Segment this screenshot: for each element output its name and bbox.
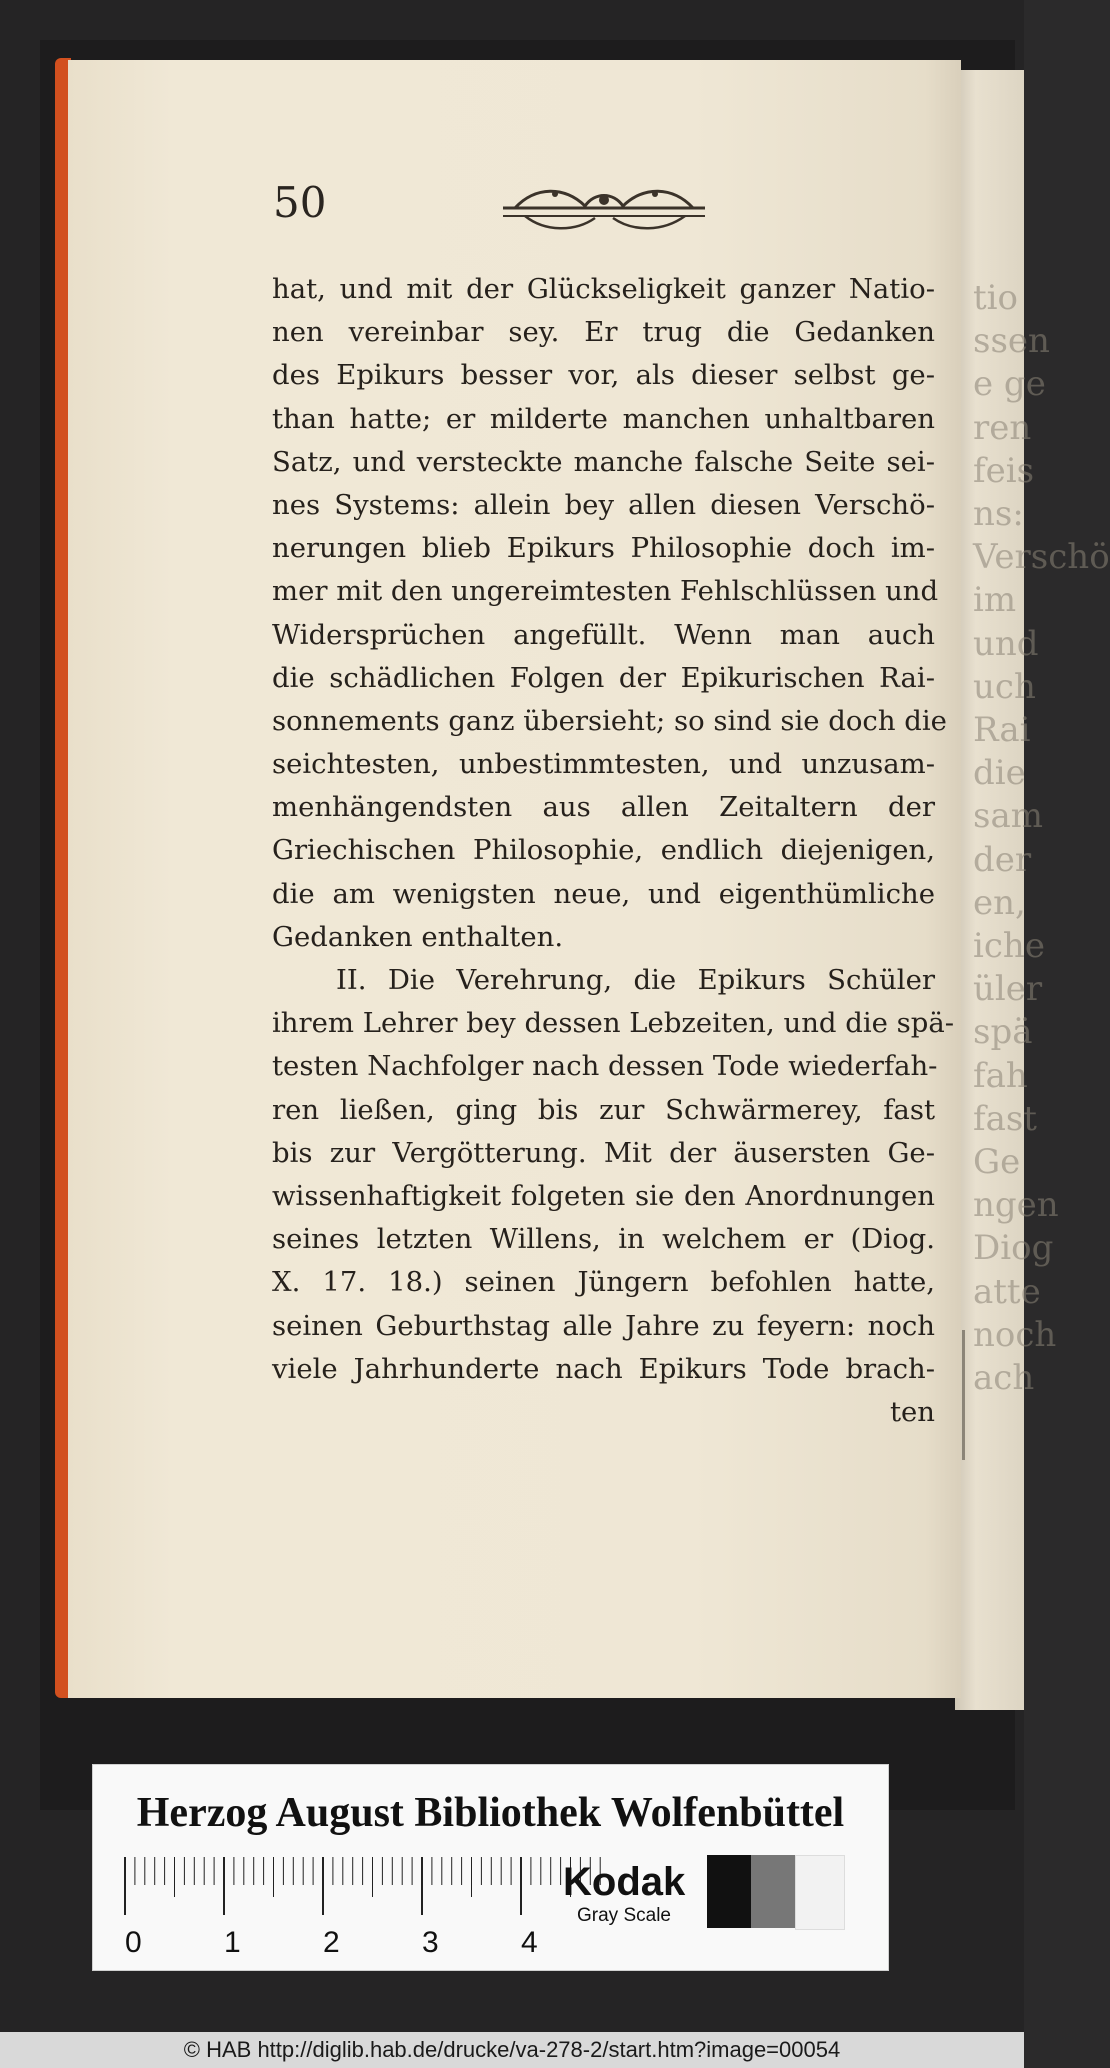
facing-page-fragment: uch [973, 666, 1036, 707]
text-line: nes Systems: allein bey allen diesen Verschö- [272, 488, 935, 521]
ruler [123, 1857, 619, 1957]
gray-scale-label: Gray Scale [577, 1905, 671, 1926]
book-page [68, 60, 961, 1698]
swatch-black [707, 1855, 751, 1928]
color-reference-card [92, 1764, 889, 1971]
text-line: ihrem Lehrer bey dessen Lebzeiten, und die spä- [272, 1007, 955, 1040]
text-line: Satz, und versteckte manche falsche Seite sei- [272, 445, 935, 478]
page-number: 50 [273, 178, 327, 227]
facing-page-fragment: Diog [973, 1228, 1054, 1269]
text-line: seines letzten Willens, in welchem er (Diog. [272, 1223, 935, 1256]
facing-page-fragment: atte [973, 1271, 1041, 1312]
facing-page-fragment: üler [973, 969, 1043, 1010]
text-line: ren ließen, ging bis zur Schwärmerey, fast [272, 1093, 935, 1126]
facing-page-fragment: sam [973, 796, 1043, 837]
text-line: die am wenigsten neue, und eigenthümliche [272, 877, 935, 910]
source-footer: © HAB http://diglib.hab.de/drucke/va-278-2/start.htm?image=00054 [0, 2032, 1024, 2068]
facing-page-fragment: Verschö [973, 537, 1110, 578]
swatch-white [795, 1855, 845, 1930]
facing-page-fragment: e ge [973, 364, 1046, 405]
text-line: seinen Geburthstag alle Jahre zu feyern: noch [272, 1309, 935, 1342]
facing-page-fragment: fah [973, 1055, 1028, 1096]
text-line: sonnements ganz übersieht; so sind sie doch die [272, 704, 947, 737]
facing-page-fragment: die [973, 753, 1026, 794]
text-line: Gedanken enthalten. [272, 920, 564, 953]
ruler-label: 2 [323, 1926, 340, 1959]
facing-page-fragment: ngen [973, 1185, 1059, 1226]
text-line: mer mit den ungereimtesten Fehlschlüssen und [272, 575, 939, 608]
facing-page-fragment: en, [973, 882, 1026, 923]
facing-page-fragment: fast [973, 1098, 1037, 1139]
facing-page-fragment: und [973, 623, 1039, 664]
text-line: testen Nachfolger nach dessen Tode wiederfah- [272, 1050, 938, 1083]
text-line: hat, und mit der Glückseligkeit ganzer Natio- [272, 273, 935, 305]
ruler-label: 0 [125, 1926, 142, 1959]
facing-page-fragment: Rai [973, 710, 1031, 750]
text-line: des Epikurs besser vor, als dieser selbst ge- [272, 359, 935, 392]
binding-thread [962, 1330, 965, 1460]
text-line: Widersprüchen angefüllt. Wenn man auch [272, 618, 935, 651]
facing-page-fragment: ssen [973, 321, 1050, 362]
text-line: Griechischen Philosophie, endlich diejenigen, [272, 834, 935, 867]
facing-page-fragment: iche [973, 926, 1045, 966]
text-line: bis zur Vergötterung. Mit der äusersten Ge- [272, 1136, 935, 1169]
text-line: viele Jahrhunderte nach Epikurs Tode brach- [272, 1352, 935, 1385]
text-line: nen vereinbar sey. Er trug die Gedanken [272, 316, 935, 349]
text-line: X. 17. 18.) seinen Jüngern befohlen hatte, [272, 1266, 935, 1299]
text-line: II. Die Verehrung, die Epikurs Schüler [336, 964, 935, 996]
facing-page-fragment: Ge [973, 1142, 1021, 1182]
library-title: Herzog August Bibliothek Wolfenbüttel [136, 1790, 845, 1836]
ruler-label: 1 [224, 1926, 241, 1959]
text-line: nerungen blieb Epikurs Philosophie doch im- [272, 532, 935, 565]
facing-page-fragment: spä [973, 1012, 1033, 1053]
facing-page-fragment: tio [973, 278, 1019, 318]
text-line: seichtesten, unbestimmtesten, und unzusam- [272, 748, 935, 781]
text-line: die schädlichen Folgen der Epikurischen Rai- [272, 661, 935, 694]
facing-page [955, 70, 1110, 1710]
kodak-logo: Kodak [563, 1860, 686, 1904]
body-text [272, 268, 955, 1434]
ruler-label: 4 [521, 1926, 538, 1959]
catchword: ten [889, 1395, 935, 1428]
facing-page-fragment: der [973, 839, 1032, 880]
facing-page-fragment: ns: [973, 494, 1024, 534]
text-line: menhängendsten aus allen Zeitaltern der [272, 791, 935, 824]
facing-page-fragment: feis [973, 450, 1035, 491]
ornament-icon [495, 178, 713, 236]
swatch-gray [751, 1855, 795, 1928]
facing-page-fragment: ren [973, 407, 1032, 448]
facing-page-fragment: ach [973, 1358, 1035, 1398]
ruler-label: 3 [422, 1926, 439, 1959]
facing-page-fragment: im [973, 580, 1017, 621]
facing-page-fragment: noch [973, 1314, 1057, 1355]
text-line: than hatte; er milderte manchen unhaltbaren [272, 402, 935, 435]
text-line: wissenhaftigkeit folgeten sie den Anordnungen [272, 1179, 935, 1212]
